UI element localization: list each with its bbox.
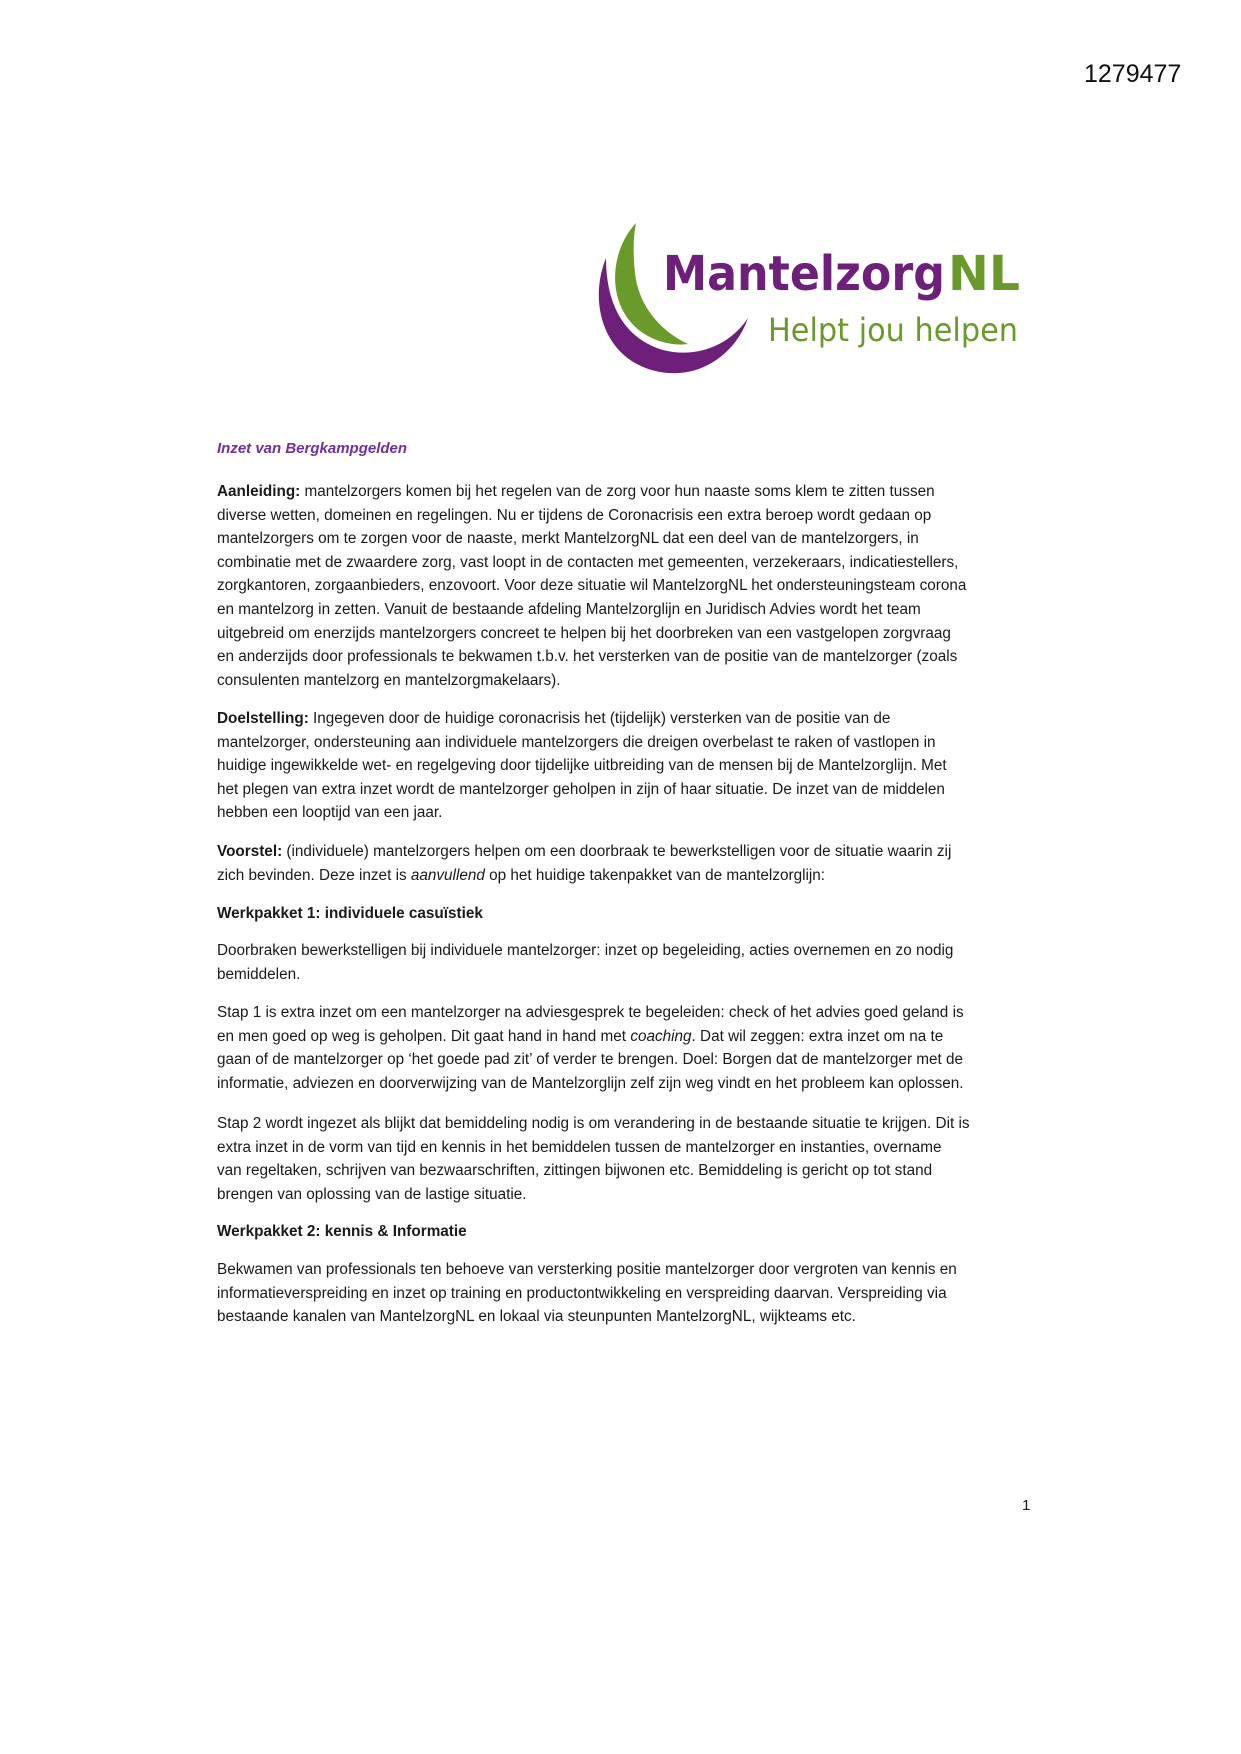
paragraph-voorstel	[217, 840, 951, 887]
text-line	[217, 963, 953, 987]
text-segment: en mantelzorg in zetten. Vanuit de bestaande afdeling Mantelzorglijn en Juridisch Advies wordt het team	[217, 600, 921, 618]
text-segment: zich bevinden. Deze inzet is	[217, 866, 411, 884]
paragraph-werkpakket-1	[217, 902, 483, 926]
text-line	[217, 1258, 957, 1282]
text-line	[217, 902, 483, 926]
paragraph-doorbraken	[217, 939, 953, 986]
text-line	[217, 1305, 957, 1329]
text-line	[217, 1048, 964, 1072]
text-line	[217, 1072, 964, 1096]
logo-brand-main: Mantelzorg	[663, 246, 945, 302]
text-segment: extra inzet in de vorm van tijd en kennis in het bemiddelen tussen de mantelzorger en instanties, overname	[217, 1138, 942, 1156]
paragraph-aanleiding	[217, 480, 966, 692]
text-line	[217, 551, 966, 575]
text-line	[217, 1025, 964, 1049]
text-segment: (individuele) mantelzorgers helpen om een doorbraak te bewerkstelligen voor de situatie waarin zij	[282, 843, 952, 860]
text-line	[217, 504, 966, 528]
text-segment: Stap 2 wordt ingezet als blijkt dat bemiddeling nodig is om verandering in de bestaande situatie te krijgen. Dit is	[217, 1115, 970, 1132]
bold-text: Voorstel:	[217, 843, 283, 860]
text-segment: informatieverspreiding en inzet op training en productontwikkeling en verspreiding daarvan. Verspreiding via	[217, 1284, 947, 1302]
paragraph-stap-2	[217, 1112, 970, 1206]
text-line	[217, 1183, 970, 1207]
text-segment: mantelzorgers komen bij het regelen van de zorg voor hun naaste soms klem te zitten tussen	[300, 483, 935, 500]
bold-text: Werkpakket 2: kennis & Informatie	[217, 1223, 467, 1240]
document-title: Inzet van Bergkampgelden	[217, 440, 408, 457]
text-segment: op het huidige takenpakket van de mantelzorglijn:	[484, 866, 826, 884]
text-line	[217, 707, 947, 731]
mantelzorgnl-logo	[588, 218, 1028, 378]
paragraph-doelstelling	[217, 707, 947, 825]
text-line	[217, 864, 951, 888]
text-segment: zorgkantoren, zorgaanbieders, enzovoort. Voor deze situatie wil MantelzorgNL het ondersteuningsteam corona	[217, 577, 967, 595]
text-segment: huidige ingewikkelde wet- en regelgeving door tijdelijke uitbreiding van de mensen bij de Mantelzorglijn. Met	[217, 757, 947, 775]
text-segment: bemiddelen.	[217, 965, 301, 983]
text-segment: het plegen van extra inzet wordt de mantelzorger geholpen in zijn of haar situatie. De inzet van de middelen	[217, 780, 945, 798]
text-line	[217, 1220, 467, 1244]
bold-text: Doelstelling:	[217, 710, 309, 727]
text-line	[217, 645, 966, 669]
italic-text: coaching	[630, 1027, 692, 1045]
text-line	[217, 598, 966, 622]
text-line	[217, 1159, 970, 1183]
text-segment: Ingegeven door de huidige coronacrisis het (tijdelijk) versterken van de positie van de	[308, 710, 891, 727]
text-segment: en men goed op weg is geholpen. Dit gaat hand in hand met	[217, 1027, 631, 1045]
text-segment: Bekwamen van professionals ten behoeve van versterking positie mantelzorger door vergroten van kennis en	[217, 1261, 957, 1278]
text-line	[217, 669, 966, 693]
text-line	[217, 527, 966, 551]
bold-text: Aanleiding:	[217, 483, 301, 500]
text-line	[217, 939, 953, 963]
text-segment: bestaande kanalen van MantelzorgNL en lokaal via steunpunten MantelzorgNL, wijkteams etc.	[217, 1308, 856, 1326]
text-segment: brengen van oplossing van de lastige situatie.	[217, 1185, 527, 1203]
text-line	[217, 622, 966, 646]
text-segment: . Dat wil zeggen: extra inzet om na te	[691, 1027, 944, 1045]
logo-tagline: Helpt jou helpen	[768, 311, 1018, 349]
document-number: 1279477	[1084, 60, 1182, 88]
paragraph-bekwamen	[217, 1258, 957, 1329]
text-segment: gaan of de mantelzorger op ‘het goede pad zit’ of verder te brengen. Doel: Borgen dat de mantelzorger met de	[217, 1051, 964, 1069]
text-segment: uitgebreid om enerzijds mantelzorgers concreet te helpen bij het doorbreken van een vastgelopen zorgvraag	[217, 624, 951, 642]
text-line	[217, 731, 947, 755]
text-line	[217, 1136, 970, 1160]
page-number: 1	[1022, 1497, 1031, 1514]
text-line	[217, 1001, 964, 1025]
text-segment: hebben een looptijd van een jaar.	[217, 804, 443, 822]
text-line	[217, 778, 947, 802]
text-line	[217, 840, 951, 864]
text-segment: van regeltaken, schrijven van bezwaarschriften, zittingen bijwonen etc. Bemiddeling is gericht op tot stand	[217, 1162, 933, 1180]
text-segment: diverse wetten, domeinen en regelingen. Nu er tijdens de Coronacrisis een extra beroep wordt gedaan op	[217, 506, 932, 524]
bold-text: Werkpakket 1: individuele casuïstiek	[217, 905, 483, 922]
paragraph-stap-1	[217, 1001, 964, 1095]
text-segment: Doorbraken bewerkstelligen bij individuele mantelzorger: inzet op begeleiding, acties overnemen en zo nodig	[217, 942, 954, 959]
text-line	[217, 574, 966, 598]
text-line	[217, 1282, 957, 1306]
text-segment: mantelzorgers om te zorgen voor de naaste, merkt MantelzorgNL dat een deel van de mantelzorgers, in	[217, 530, 919, 548]
paragraph-werkpakket-2	[217, 1220, 467, 1244]
text-segment: Stap 1 is extra inzet om een mantelzorger na adviesgesprek te begeleiden: check of het advies goed geland is	[217, 1004, 964, 1021]
text-segment: en anderzijds door professionals te bekwamen t.b.v. het versterken van de positie van de mantelzorger (zoals	[217, 648, 958, 666]
text-line	[217, 1112, 970, 1136]
text-line	[217, 480, 966, 504]
logo-brand-suffix: NL	[948, 246, 1020, 302]
text-line	[217, 801, 947, 825]
text-segment: combinatie met de zwaardere zorg, vast loopt in de contacten met gemeenten, verzekeraars, indicatiestellers,	[217, 553, 959, 571]
text-segment: informatie, adviezen en doorverwijzing van de Mantelzorglijn zelf zijn weg vindt en het probleem kan oplossen.	[217, 1074, 964, 1092]
text-line	[217, 754, 947, 778]
text-segment: consulenten mantelzorg en mantelzorgmakelaars).	[217, 671, 561, 689]
italic-text: aanvullend	[410, 866, 485, 884]
text-segment: mantelzorger, ondersteuning aan individuele mantelzorgers die dreigen overbelast te raken of vastlopen in	[217, 733, 936, 751]
